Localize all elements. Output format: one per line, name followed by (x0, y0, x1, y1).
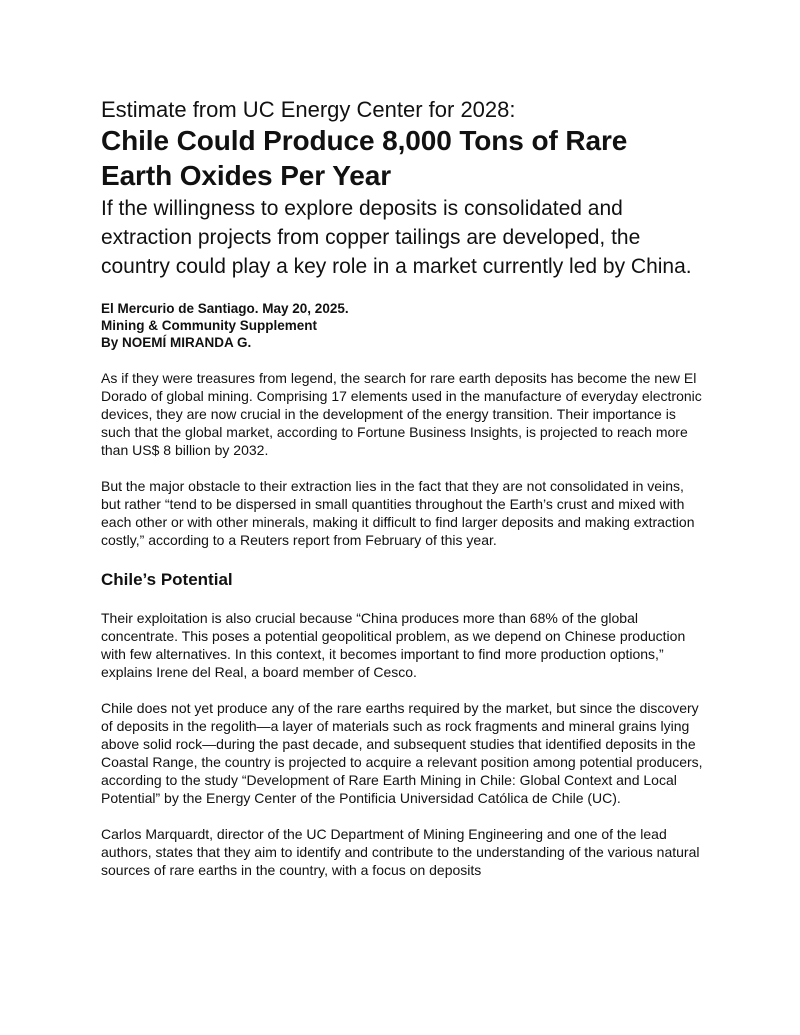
byline-section: Mining & Community Supplement (101, 318, 317, 333)
section-heading: Chile’s Potential (101, 570, 233, 589)
article-kicker: Estimate from UC Energy Center for 2028: (101, 97, 516, 122)
byline-source: El Mercurio de Santiago. May 20, 2025. (101, 301, 349, 316)
article-headline: Chile Could Produce 8,000 Tons of Rare Earth Oxides Per Year (101, 125, 628, 191)
body-paragraph: As if they were treasures from legend, the search for rare earth deposits has become the new El Dorado of global mining. Comprising 17 elements used in the manufacture of everyday electronic devices, they are now crucial in the development of the energy transition. Their importance is such that the global market, according to Fortune Business Insights, is projected to reach more than US$ 8 billion by 2032. (101, 370, 702, 458)
article-body (101, 369, 705, 879)
article-byline (101, 300, 705, 351)
byline-author: By NOEMÍ MIRANDA G. (101, 335, 252, 350)
body-paragraph: Carlos Marquardt, director of the UC Department of Mining Engineering and one of the lead authors, states that they aim to identify and contribute to the understanding of the various natural sources of rare earths in the country, with a focus on deposits (101, 826, 700, 878)
body-paragraph: Their exploitation is also crucial because “China produces more than 68% of the global concentrate. This poses a potential geopolitical problem, as we depend on Chinese production with few alternatives. In this context, it becomes important to find more production options,” explains Irene del Real, a board member of Cesco. (101, 610, 686, 680)
article-deck: If the willingness to explore deposits is consolidated and extraction projects from copper tailings are developed, the country could play a key role in a market currently led by China. (101, 197, 692, 278)
body-paragraph: Chile does not yet produce any of the rare earths required by the market, but since the discovery of deposits in the regolith—a layer of materials such as rock fragments and mineral grains lying above solid rock—during the past decade, and subsequent studies that identified deposits in the Coastal Range, the country is projected to acquire a relevant position among potential producers, according to the study “Development of Rare Earth Mining in Chile: Global Context and Local Potential” by the Energy Center of the Pontificia Universidad Católica de Chile (UC). (101, 700, 703, 806)
body-paragraph: But the major obstacle to their extraction lies in the fact that they are not consolidated in veins, but rather “tend to be dispersed in small quantities throughout the Earth’s crust and mixed with each other or with other minerals, making it difficult to find larger deposits and making extraction costly,” according to a Reuters report from February of this year. (101, 478, 695, 548)
article-page (101, 96, 705, 879)
